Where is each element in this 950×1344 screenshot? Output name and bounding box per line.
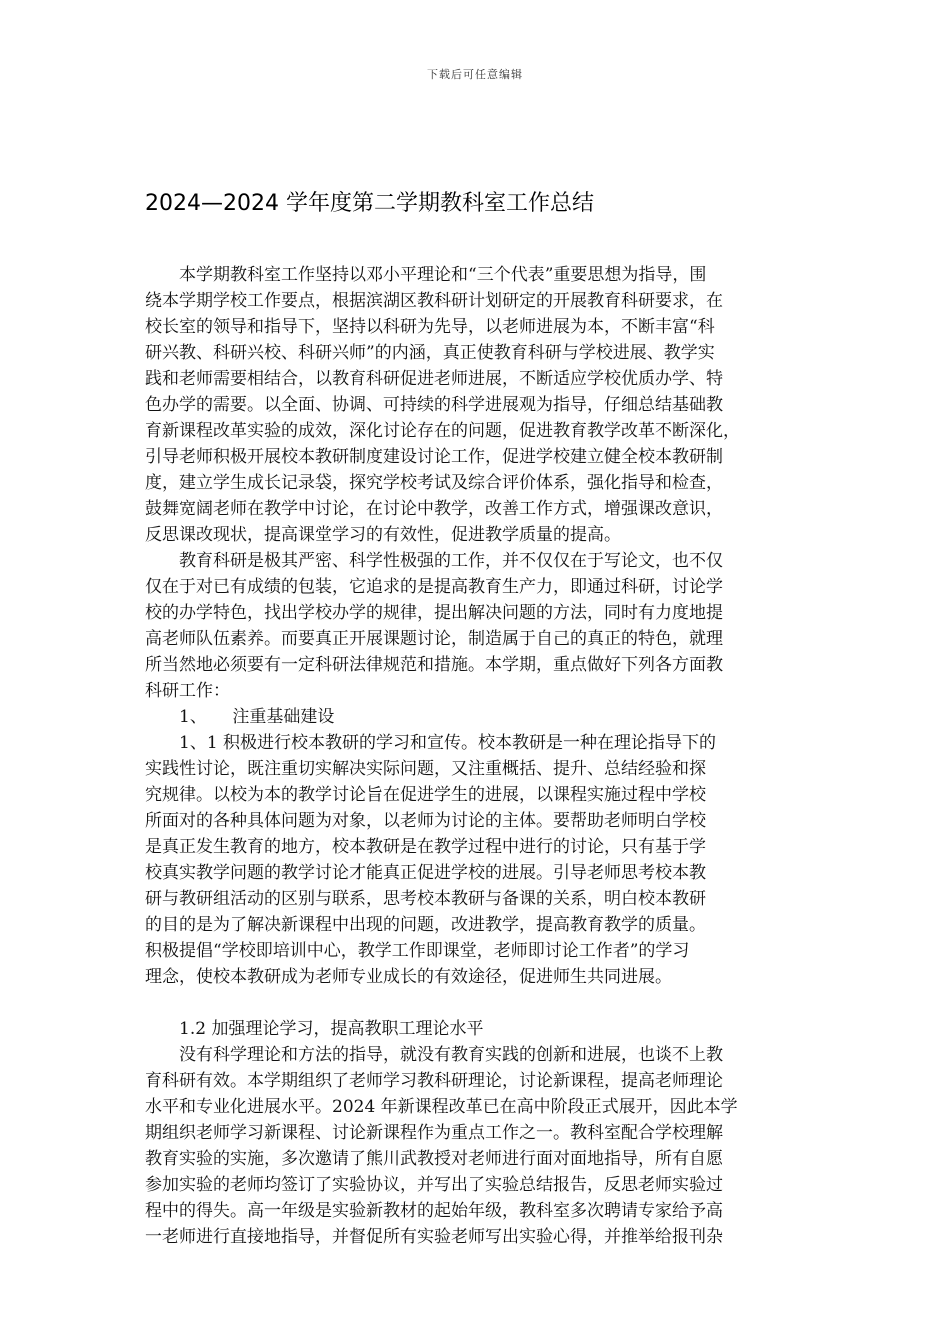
body-text-line: 所面对的各种具体问题为对象，以老师为讨论的主体。要帮助老师明白学校 (145, 811, 706, 831)
body-text-line: 鼓舞宽阔老师在教学中讨论，在讨论中教学，改善工作方式，增强课改意识， (145, 499, 723, 519)
body-text-line: 积极提倡“学校即培训中心，教学工作即课堂，老师即讨论工作者”的学习 (145, 941, 690, 961)
body-text-line: 研兴教、科研兴校、科研兴师”的内涵，真正使教育科研与学校进展、教学实 (145, 343, 715, 363)
body-text-line: 色办学的需要。以全面、协调、可持续的科学进展观为指导，仔细总结基础教 (145, 395, 723, 415)
body-text-line: 1、 注重基础建设 (145, 707, 335, 727)
body-text-line: 引导老师积极开展校本教研制度建设讨论工作，促进学校建立健全校本教研制 (145, 447, 723, 467)
body-text-line: 反思课改现状，提高课堂学习的有效性，促进教学质量的提高。 (145, 525, 621, 545)
body-text-line: 本学期教科室工作坚持以邓小平理论和“三个代表”重要思想为指导，围 (145, 265, 707, 285)
body-text-line: 教育实验的实施，多次邀请了熊川武教授对老师进行面对面地指导，所有自愿 (145, 1149, 723, 1169)
body-text-line: 践和老师需要相结合，以教育科研促进老师进展，不断适应学校优质办学、特 (145, 369, 723, 389)
body-text-line: 期组织老师学习新课程、讨论新课程作为重点工作之一。教科室配合学校理解 (145, 1123, 723, 1143)
body-text-line: 所当然地必须要有一定科研法律规范和措施。本学期，重点做好下列各方面教 (145, 655, 723, 675)
document-title: 2024—2024 学年度第二学期教科室工作总结 (145, 191, 594, 216)
body-text-line: 育新课程改革实验的成效，深化讨论存在的问题，促进教育教学改革不断深化， (145, 421, 740, 441)
body-text-line: 实践性讨论，既注重切实解决实际问题，又注重概括、提升、总结经验和探 (145, 759, 706, 779)
body-text-line: 度，建立学生成长记录袋，探究学校考试及综合评价体系，强化指导和检查， (145, 473, 723, 493)
body-text-line: 没有科学理论和方法的指导，就没有教育实践的创新和进展，也谈不上教 (145, 1045, 723, 1065)
body-text-line: 研与教研组活动的区别与联系，思考校本教研与备课的关系，明白校本教研 (145, 889, 706, 909)
body-text-line: 1.2 加强理论学习，提高教职工理论水平 (145, 1019, 484, 1039)
body-text-line: 校长室的领导和指导下，坚持以科研为先导，以老师进展为本，不断丰富“科 (145, 317, 715, 337)
body-text-line: 仅在于对已有成绩的包装，它追求的是提高教育生产力，即通过科研，讨论学 (145, 577, 723, 597)
body-text-line: 究规律。以校为本的教学讨论旨在促进学生的进展，以课程实施过程中学校 (145, 785, 706, 805)
body-text-line: 校的办学特色，找出学校办学的规律，提出解决问题的方法，同时有力度地提 (145, 603, 723, 623)
body-text-line: 科研工作： (145, 681, 230, 701)
body-text-line: 参加实验的老师均签订了实验协议，并写出了实验总结报告，反思老师实验过 (145, 1175, 723, 1195)
body-text-line: 水平和专业化进展水平。2024 年新课程改革已在高中阶段正式展开，因此本学 (145, 1097, 738, 1117)
body-text-line: 育科研有效。本学期组织了老师学习教科研理论，讨论新课程，提高老师理论 (145, 1071, 723, 1091)
page-header-note: 下载后可任意编辑 (427, 68, 523, 81)
body-text-line: 1、1 积极进行校本教研的学习和宣传。校本教研是一种在理论指导下的 (145, 733, 717, 753)
body-text-line: 高老师队伍素养。而要真正开展课题讨论，制造属于自己的真正的特色，就理 (145, 629, 723, 649)
body-text-line: 的目的是为了解决新课程中出现的问题，改进教学，提高教育教学的质量。 (145, 915, 706, 935)
body-text-line: 一老师进行直接地指导，并督促所有实验老师写出实验心得，并推举给报刊杂 (145, 1227, 723, 1247)
body-text-line: 教育科研是极其严密、科学性极强的工作，并不仅仅在于写论文，也不仅 (145, 551, 723, 571)
body-text-line: 校真实教学问题的教学讨论才能真正促进学校的进展。引导老师思考校本教 (145, 863, 706, 883)
body-text-line: 绕本学期学校工作要点，根据滨湖区教科研计划研定的开展教育科研要求，在 (145, 291, 723, 311)
body-text-line: 理念，使校本教研成为老师专业成长的有效途径，促进师生共同进展。 (145, 967, 672, 987)
body-text-line: 是真正发生教育的地方，校本教研是在教学过程中进行的讨论，只有基于学 (145, 837, 706, 857)
body-text-line: 程中的得失。高一年级是实验新教材的起始年级，教科室多次聘请专家给予高 (145, 1201, 723, 1221)
